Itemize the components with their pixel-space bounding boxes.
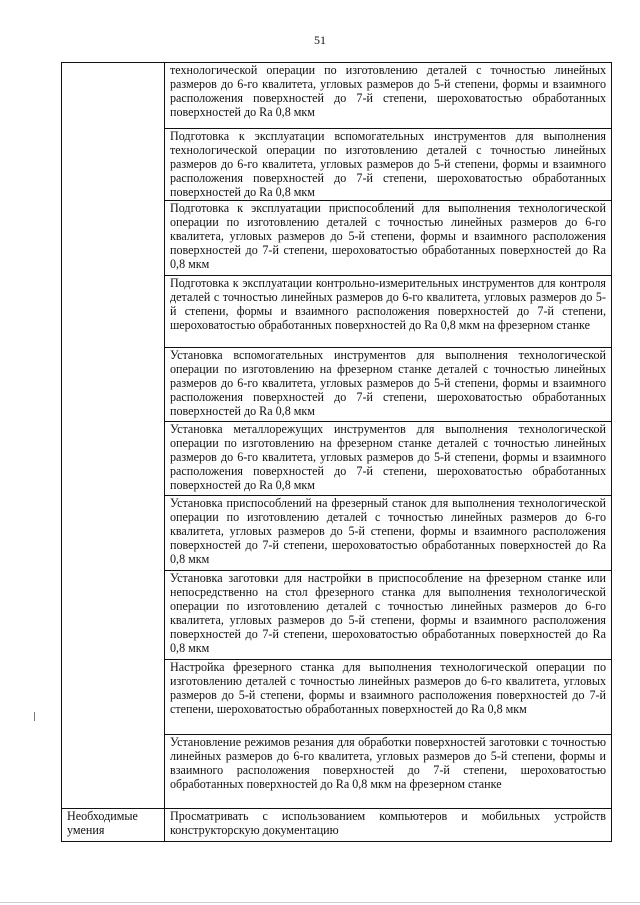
scan-mark <box>34 712 35 721</box>
page-bottom-edge <box>0 902 640 903</box>
page-number: 51 <box>314 33 326 47</box>
table-cell-text: Установка вспомогательных инструментов для выполнения технологической операции по изготовлению на фрезерном станке деталей с точностью линейных размеров до 6-го квалитета, угловых размеров до 5-й степени, формы и взаимного расположения поверхностей до 7-й степени, шероховатостью обработанных поверхностей до Ra 0,8 мкм <box>165 348 612 422</box>
requirements-table <box>61 62 612 842</box>
table-cell-text: Подготовка к эксплуатации приспособлений для выполнения технологической операции по изготовлению деталей с точностью линейных размеров до 6-го квалитета, угловых размеров до 5-й степени, формы и взаимного расположения поверхностей до 7-й степени, шероховатостью обработанных поверхностей до Ra 0,8 мкм <box>165 201 612 276</box>
table-cell-text: Просматривать с использованием компьютеров и мобильных устройств конструкторскую документацию <box>165 809 612 842</box>
table-cell-text: технологической операции по изготовлению деталей с точностью линейных размеров до 6-го квалитета, угловых размеров до 5-й степени, формы и взаимного расположения поверхностей до 7-й степени, шероховатостью обработанных поверхностей до Ra 0,8 мкм <box>165 63 612 129</box>
row-label-cell: Необходимые умения <box>62 809 165 842</box>
row-label-cell <box>62 63 165 809</box>
table-row <box>62 809 612 842</box>
table-cell-text: Установка приспособлений на фрезерный станок для выполнения технологической операции по изготовлению деталей с точностью линейных размеров до 6-го квалитета, угловых размеров до 5-й степени, формы и взаимного расположения поверхностей до 7-й степени, шероховатостью обработанных поверхностей до Ra 0,8 мкм <box>165 496 612 571</box>
table-cell-text: Подготовка к эксплуатации контрольно-измерительных инструментов для контроля деталей с точностью линейных размеров до 6-го квалитета, угловых размеров до 5-й степени, формы и взаимного расположения поверхностей до 7-й степени, шероховатостью обработанных поверхностей до Ra 0,8 мкм на фрезерном станке <box>165 276 612 348</box>
table-row <box>62 63 612 129</box>
table-cell-text: Установка металлорежущих инструментов для выполнения технологической операции по изготовлению на фрезерном станке деталей с точностью линейных размеров до 6-го квалитета, угловых размеров до 5-й степени, формы и взаимного расположения поверхностей до 7-й степени, шероховатостью обработанных поверхностей до Ra 0,8 мкм <box>165 422 612 496</box>
table-cell-text: Установление режимов резания для обработки поверхностей заготовки с точностью линейных размеров до 6-го квалитета, угловых размеров до 5-й степени, формы и взаимного расположения поверхностей до 7-й степени, шероховатостью обработанных поверхностей до Ra 0,8 мкм на фрезерном станке <box>165 735 612 809</box>
table-cell-text: Установка заготовки для настройки в приспособление на фрезерном станке или непосредственно на стол фрезерного станка для выполнения технологической операции по изготовлению деталей с точностью линейных размеров до 6-го квалитета, угловых размеров до 5-й степени, формы и взаимного расположения поверхностей до 7-й степени, шероховатостью обработанных поверхностей до Ra 0,8 мкм <box>165 571 612 660</box>
table-cell-text: Настройка фрезерного станка для выполнения технологической операции по изготовлению деталей с точностью линейных размеров до 6-го квалитета, угловых размеров до 5-й степени, формы и взаимного расположения поверхностей до 7-й степени, шероховатостью обработанных поверхностей до Ra 0,8 мкм <box>165 660 612 735</box>
table-cell-text: Подготовка к эксплуатации вспомогательных инструментов для выполнения технологической операции по изготовлению деталей с точностью линейных размеров до 6-го квалитета, угловых размеров до 5-й степени, формы и взаимного расположения поверхностей до 7-й степени, шероховатостью обработанных поверхностей до Ra 0,8 мкм <box>165 129 612 201</box>
